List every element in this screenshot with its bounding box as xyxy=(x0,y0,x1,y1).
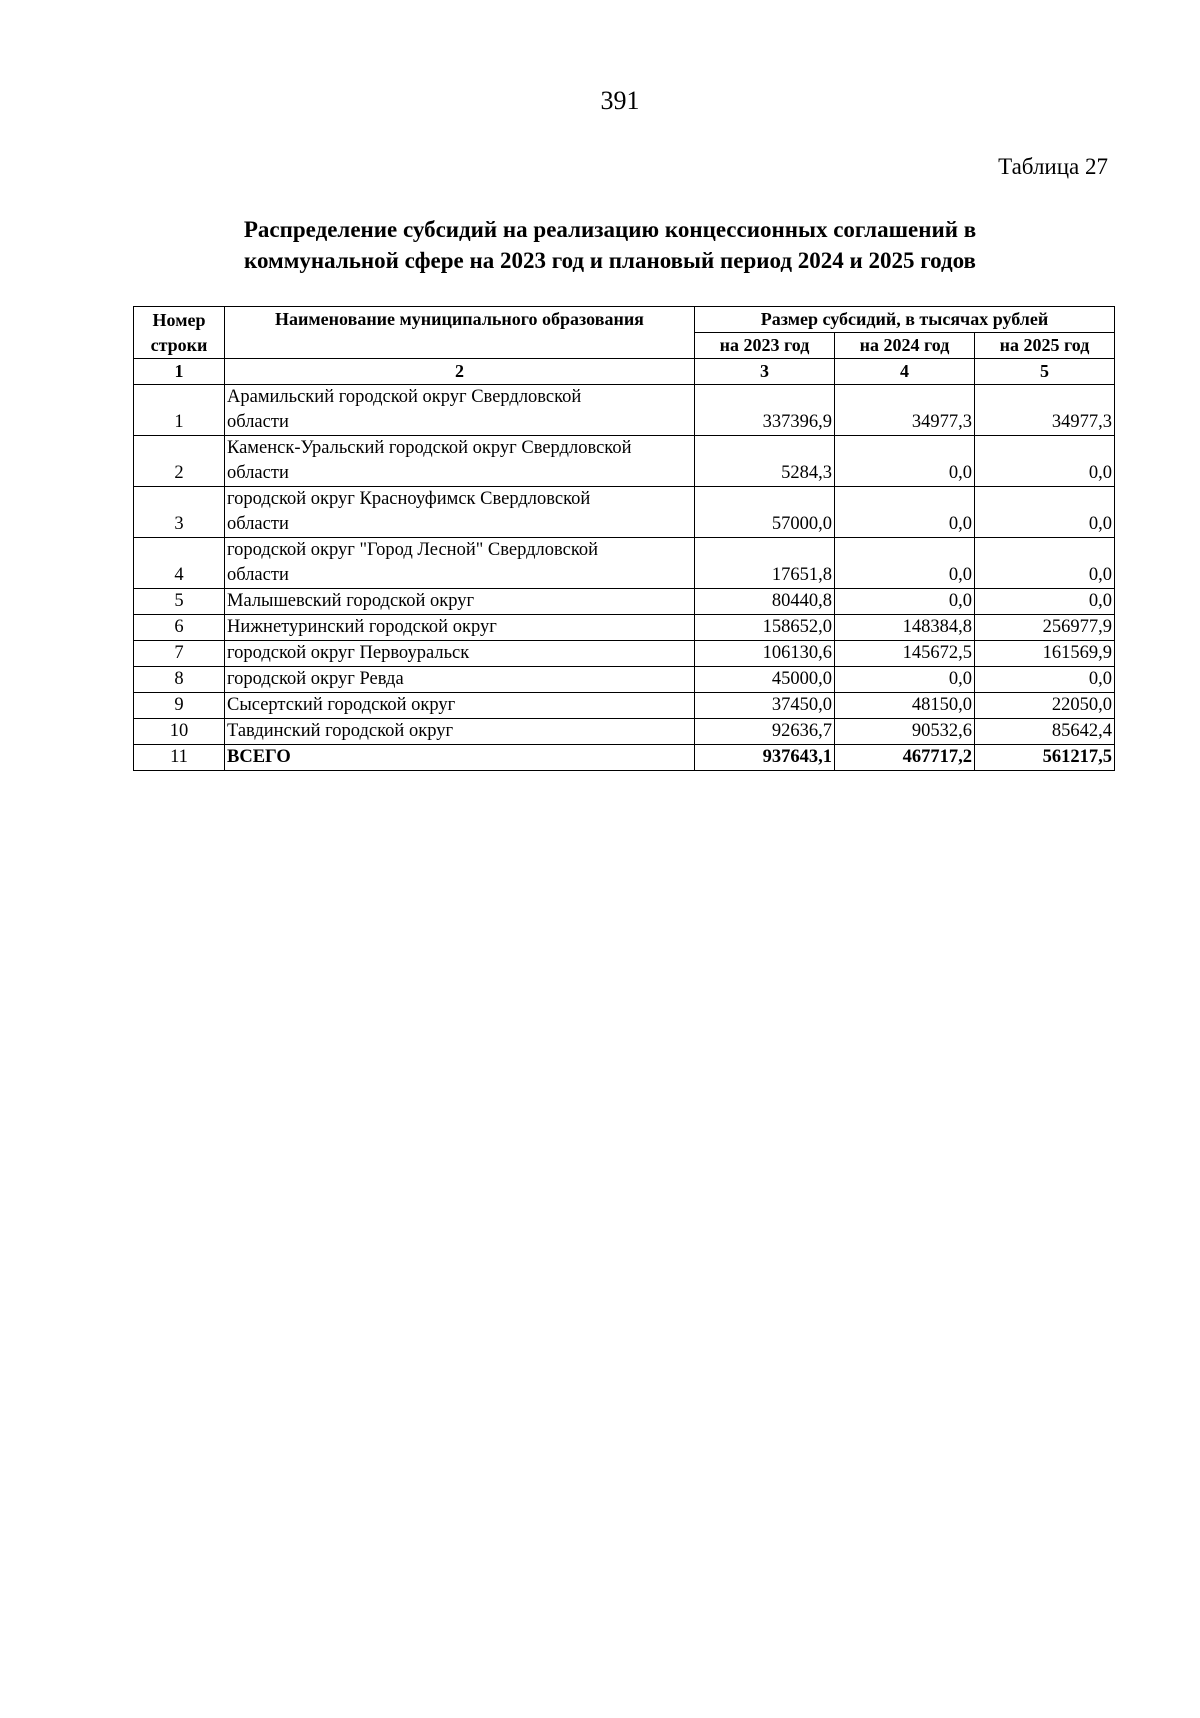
header-column-numbers xyxy=(134,359,1115,385)
municipality-name xyxy=(225,436,695,487)
row-number: 11 xyxy=(134,745,225,771)
municipality-name: городской округ Ревда xyxy=(225,667,695,693)
municipality-name xyxy=(225,385,695,436)
column-number-5: 5 xyxy=(975,359,1115,385)
table-row xyxy=(134,589,1115,615)
value-2023: 37450,0 xyxy=(695,693,835,719)
row-number: 1 xyxy=(134,385,225,436)
header-year-2023: на 2023 год xyxy=(695,333,835,359)
header-municipality-name: Наименование муниципального образования xyxy=(225,307,695,359)
value-2024: 34977,3 xyxy=(835,385,975,436)
document-title xyxy=(200,214,1020,276)
value-2023: 337396,9 xyxy=(695,385,835,436)
value-2025: 34977,3 xyxy=(975,385,1115,436)
value-2025: 0,0 xyxy=(975,667,1115,693)
header-year-2024: на 2024 год xyxy=(835,333,975,359)
value-2025: 161569,9 xyxy=(975,641,1115,667)
municipality-name: городской округ Первоуральск xyxy=(225,641,695,667)
table-row xyxy=(134,693,1115,719)
value-2024: 90532,6 xyxy=(835,719,975,745)
value-2025: 0,0 xyxy=(975,436,1115,487)
table-row xyxy=(134,667,1115,693)
value-2025: 85642,4 xyxy=(975,719,1115,745)
table-row xyxy=(134,385,1115,436)
column-number-4: 4 xyxy=(835,359,975,385)
title-line-1: Распределение субсидий на реализацию концессионных соглашений в xyxy=(243,217,977,242)
row-number: 7 xyxy=(134,641,225,667)
value-2023: 57000,0 xyxy=(695,487,835,538)
value-2025: 256977,9 xyxy=(975,615,1115,641)
value-2024: 48150,0 xyxy=(835,693,975,719)
municipality-name xyxy=(225,487,695,538)
municipality-name-line-1: Каменск-Уральский городской округ Свердловской xyxy=(227,438,632,458)
value-2025: 22050,0 xyxy=(975,693,1115,719)
subsidy-table xyxy=(133,306,1115,771)
table-row xyxy=(134,436,1115,487)
value-2024: 0,0 xyxy=(835,589,975,615)
value-2023: 92636,7 xyxy=(695,719,835,745)
municipality-name-line-1: городской округ "Город Лесной" Свердловской xyxy=(227,540,599,560)
value-2024: 0,0 xyxy=(835,487,975,538)
row-number: 10 xyxy=(134,719,225,745)
row-number: 9 xyxy=(134,693,225,719)
value-2025: 0,0 xyxy=(975,538,1115,589)
municipality-name: Малышевский городской округ xyxy=(225,589,695,615)
row-number: 5 xyxy=(134,589,225,615)
value-2025: 0,0 xyxy=(975,487,1115,538)
value-2024: 148384,8 xyxy=(835,615,975,641)
row-number: 6 xyxy=(134,615,225,641)
value-2024: 0,0 xyxy=(835,667,975,693)
value-2023: 106130,6 xyxy=(695,641,835,667)
municipality-name-line-2: области xyxy=(227,412,289,432)
header-year-2025: на 2025 год xyxy=(975,333,1115,359)
row-number: 2 xyxy=(134,436,225,487)
header-row-number-line-2: строки xyxy=(150,335,208,355)
table-row xyxy=(134,538,1115,589)
total-2023: 937643,1 xyxy=(695,745,835,771)
value-2024: 0,0 xyxy=(835,538,975,589)
value-2023: 80440,8 xyxy=(695,589,835,615)
municipality-name xyxy=(225,538,695,589)
municipality-name-line-2: области xyxy=(227,565,289,585)
table-row xyxy=(134,719,1115,745)
value-2025: 0,0 xyxy=(975,589,1115,615)
table-label: Таблица 27 xyxy=(998,154,1108,179)
municipality-name-line-2: области xyxy=(227,463,289,483)
page-number: 391 xyxy=(600,86,640,115)
table-row xyxy=(134,615,1115,641)
municipality-name-line-1: Арамильский городской округ Свердловской xyxy=(227,387,582,407)
municipality-name-line-2: области xyxy=(227,514,289,534)
header-row-number xyxy=(134,307,225,359)
value-2023: 158652,0 xyxy=(695,615,835,641)
municipality-name-line-1: городской округ Красноуфимск Свердловской xyxy=(227,489,591,509)
value-2024: 0,0 xyxy=(835,436,975,487)
municipality-name: Сысертский городской округ xyxy=(225,693,695,719)
title-line-2: коммунальной сфере на 2023 год и плановый период 2024 и 2025 годов xyxy=(244,248,976,273)
value-2023: 5284,3 xyxy=(695,436,835,487)
column-number-1: 1 xyxy=(134,359,225,385)
table-row-total xyxy=(134,745,1115,771)
total-label: ВСЕГО xyxy=(225,745,695,771)
row-number: 4 xyxy=(134,538,225,589)
value-2023: 17651,8 xyxy=(695,538,835,589)
total-2025: 561217,5 xyxy=(975,745,1115,771)
total-2024: 467717,2 xyxy=(835,745,975,771)
value-2023: 45000,0 xyxy=(695,667,835,693)
municipality-name: Нижнетуринский городской округ xyxy=(225,615,695,641)
header-subsidy-group: Размер субсидий, в тысячах рублей xyxy=(695,307,1115,333)
header-row-1 xyxy=(134,307,1115,333)
table-row xyxy=(134,487,1115,538)
column-number-3: 3 xyxy=(695,359,835,385)
table-row xyxy=(134,641,1115,667)
value-2024: 145672,5 xyxy=(835,641,975,667)
column-number-2: 2 xyxy=(225,359,695,385)
header-row-number-line-1: Номер xyxy=(152,310,206,330)
municipality-name: Тавдинский городской округ xyxy=(225,719,695,745)
row-number: 8 xyxy=(134,667,225,693)
row-number: 3 xyxy=(134,487,225,538)
